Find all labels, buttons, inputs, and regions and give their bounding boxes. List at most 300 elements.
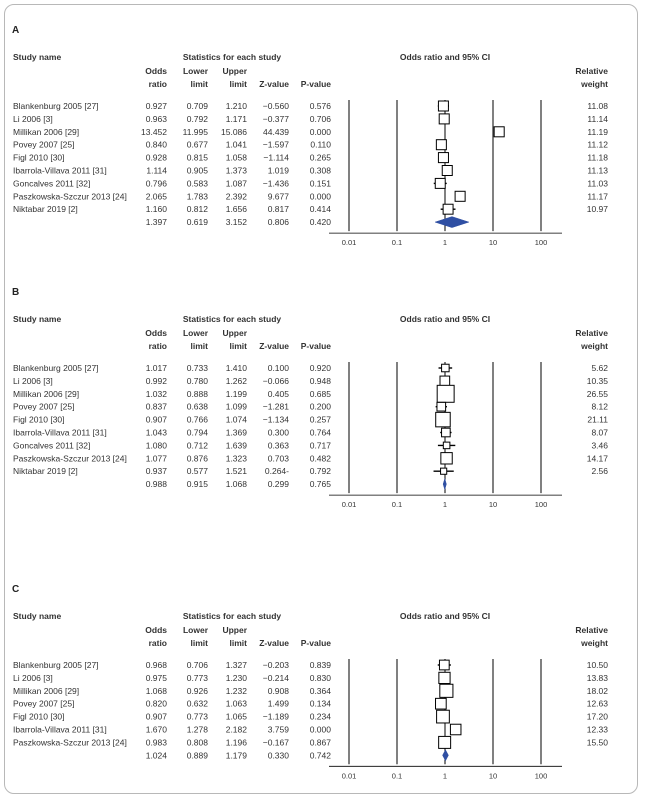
- lower-limit-value: 0.577: [186, 466, 208, 477]
- odds-ratio-value: 0.907: [145, 414, 167, 425]
- header-study-name: Study name: [13, 314, 62, 324]
- header-upper: Upper: [222, 66, 247, 76]
- header-lower-limit: limit: [190, 341, 208, 351]
- lower-limit-value: 0.808: [186, 737, 208, 748]
- effect-box: [443, 442, 450, 449]
- summary-z-value: 0.299: [267, 479, 289, 490]
- summary-diamond: [443, 750, 449, 761]
- relative-weight-value: 15.50: [586, 737, 608, 748]
- relative-weight-value: 11.12: [587, 139, 608, 150]
- header-odds: Odds: [145, 66, 167, 76]
- p-value: 0.764: [309, 427, 331, 438]
- summary-lower-limit: 0.619: [186, 217, 208, 228]
- x-tick-label: 0.01: [341, 771, 357, 781]
- lower-limit-value: 1.783: [186, 191, 208, 202]
- summary-lower-limit: 0.915: [186, 479, 208, 490]
- odds-ratio-value: 0.837: [145, 401, 167, 412]
- relative-weight-value: 11.17: [587, 191, 608, 202]
- upper-limit-value: 2.392: [225, 191, 247, 202]
- upper-limit-value: 1.521: [225, 466, 247, 477]
- x-tick-label: 100: [534, 771, 548, 781]
- relative-weight-value: 12.33: [586, 724, 608, 735]
- z-value: 1.019: [267, 165, 289, 176]
- upper-limit-value: 1.196: [225, 737, 247, 748]
- odds-ratio-value: 0.928: [145, 152, 167, 163]
- lower-limit-value: 0.709: [186, 101, 208, 111]
- lower-limit-value: 0.888: [186, 388, 208, 399]
- effect-box: [439, 736, 451, 748]
- effect-box: [440, 684, 453, 697]
- effect-box: [442, 364, 450, 372]
- study-name: Figl 2010 [30]: [13, 414, 65, 425]
- study-name: Niktabar 2019 [2]: [13, 466, 78, 477]
- z-value: 0.100: [267, 363, 289, 373]
- effect-box: [443, 204, 453, 214]
- lower-limit-value: 0.926: [186, 685, 208, 696]
- header-weight: weight: [581, 341, 608, 351]
- study-name: Figl 2010 [30]: [13, 711, 65, 722]
- relative-weight-value: 12.63: [586, 698, 608, 709]
- relative-weight-value: 26.55: [586, 388, 608, 399]
- summary-upper-limit: 3.152: [225, 217, 247, 228]
- summary-upper-limit: 1.179: [225, 750, 247, 761]
- upper-limit-value: 1.041: [225, 139, 247, 150]
- effect-box: [442, 165, 452, 175]
- odds-ratio-value: 1.080: [145, 440, 167, 451]
- effect-box: [440, 376, 450, 386]
- header-lower: Lower: [182, 625, 208, 635]
- relative-weight-value: 2.56: [591, 466, 608, 477]
- summary-p-value: 0.742: [309, 750, 331, 761]
- summary-p-value: 0.420: [309, 217, 331, 228]
- header-lower: Lower: [182, 66, 208, 76]
- p-value: 0.110: [310, 139, 331, 150]
- relative-weight-value: 11.13: [587, 165, 608, 176]
- table-row: [13, 140, 608, 150]
- header-upper-limit: limit: [229, 79, 247, 89]
- summary-diamond: [435, 217, 469, 228]
- header-upper: Upper: [222, 328, 247, 338]
- summary-odds-ratio: 0.988: [145, 479, 167, 490]
- table-row: [13, 710, 608, 723]
- study-name: Niktabar 2019 [2]: [13, 204, 78, 215]
- x-tick-label: 0.1: [391, 500, 403, 510]
- odds-ratio-value: 0.963: [145, 113, 167, 124]
- header-odds-ratio-ci: Odds ratio and 95% CI: [399, 611, 491, 621]
- upper-limit-value: 1.327: [225, 660, 247, 670]
- relative-weight-value: 18.02: [586, 685, 608, 696]
- odds-ratio-value: 0.937: [145, 466, 167, 477]
- header-lower: Lower: [182, 328, 208, 338]
- relative-weight-value: 5.62: [591, 363, 608, 373]
- table-row: [13, 363, 608, 373]
- header-upper-limit: limit: [229, 341, 247, 351]
- upper-limit-value: 1.171: [225, 113, 247, 124]
- header-odds: Odds: [145, 328, 167, 338]
- summary-row: [146, 217, 469, 228]
- p-value: 0.151: [309, 178, 331, 189]
- upper-limit-value: 1.230: [225, 672, 247, 683]
- relative-weight-value: 11.14: [587, 113, 608, 124]
- p-value: 0.265: [309, 152, 331, 163]
- table-row: [13, 165, 608, 175]
- p-value: 0.948: [309, 375, 331, 386]
- p-value: 0.000: [309, 126, 331, 137]
- header-p-value: P-value: [300, 341, 331, 351]
- effect-box: [442, 428, 451, 437]
- odds-ratio-value: 1.114: [146, 165, 167, 176]
- z-value: 0.817: [267, 204, 289, 215]
- upper-limit-value: 1.639: [225, 440, 247, 451]
- x-tick-label: 10: [488, 500, 498, 510]
- header-study-name: Study name: [13, 611, 62, 621]
- p-value: 0.308: [309, 165, 331, 176]
- study-name: Povey 2007 [25]: [13, 698, 75, 709]
- lower-limit-value: 0.876: [186, 453, 208, 464]
- p-value: 0.234: [309, 711, 331, 722]
- header-relative: Relative: [575, 625, 608, 635]
- z-value: −1.597: [262, 139, 289, 150]
- upper-limit-value: 1.063: [225, 698, 247, 709]
- p-value: 0.717: [309, 440, 331, 451]
- study-name: Blankenburg 2005 [27]: [13, 660, 99, 670]
- study-name: Paszkowska-Szczur 2013 [24]: [13, 191, 127, 202]
- odds-ratio-value: 0.983: [145, 737, 167, 748]
- z-value: 3.759: [267, 724, 289, 735]
- lower-limit-value: 0.638: [186, 401, 208, 412]
- table-row: [13, 724, 608, 735]
- odds-ratio-value: 1.032: [145, 388, 167, 399]
- header-upper-limit: limit: [229, 638, 247, 648]
- table-row: [13, 204, 608, 214]
- lower-limit-value: 0.712: [186, 440, 208, 451]
- p-value: 0.706: [309, 113, 331, 124]
- header-statistics: Statistics for each study: [182, 314, 282, 324]
- x-tick-label: 0.01: [341, 500, 357, 510]
- lower-limit-value: 0.792: [186, 113, 208, 124]
- header-statistics: Statistics for each study: [182, 611, 282, 621]
- effect-box: [435, 178, 445, 188]
- study-name: Ibarrola-Villava 2011 [31]: [13, 427, 107, 438]
- study-name: Goncalves 2011 [32]: [13, 178, 91, 189]
- table-row: [13, 440, 608, 450]
- x-tick-label: 100: [534, 500, 548, 510]
- odds-ratio-value: 0.820: [145, 698, 167, 709]
- relative-weight-value: 17.20: [586, 711, 608, 722]
- lower-limit-value: 1.278: [186, 724, 208, 735]
- table-row: [13, 178, 608, 188]
- x-tick-label: 1: [442, 771, 448, 781]
- z-value: 1.499: [267, 698, 289, 709]
- study-name: Goncalves 2011 [32]: [13, 440, 91, 451]
- upper-limit-value: 1.087: [225, 178, 247, 189]
- p-value: 0.134: [309, 698, 331, 709]
- p-value: 0.830: [309, 672, 331, 683]
- effect-box: [437, 402, 446, 411]
- relative-weight-value: 14.17: [586, 453, 608, 464]
- x-tick-label: 1: [442, 500, 448, 510]
- summary-odds-ratio: 1.397: [145, 217, 167, 228]
- relative-weight-value: 11.08: [587, 101, 608, 111]
- relative-weight-value: 11.18: [587, 152, 608, 163]
- header-weight: weight: [581, 79, 608, 89]
- table-row: [13, 672, 608, 683]
- z-value: −0.066: [262, 375, 289, 386]
- z-value: −0.560: [262, 101, 289, 111]
- lower-limit-value: 0.794: [186, 427, 208, 438]
- z-value: −1.114: [263, 152, 289, 163]
- panel-label: A: [12, 25, 20, 36]
- upper-limit-value: 2.182: [225, 724, 247, 735]
- table-row: [13, 736, 608, 748]
- relative-weight-value: 11.03: [587, 178, 608, 189]
- header-p-value: P-value: [300, 638, 331, 648]
- effect-box: [438, 153, 448, 163]
- study-name: Figl 2010 [30]: [13, 152, 65, 163]
- effect-box: [437, 710, 450, 723]
- z-value: 0.300: [267, 427, 289, 438]
- effect-box: [455, 191, 465, 201]
- x-tick-label: 10: [488, 771, 498, 781]
- study-name: Li 2006 [3]: [13, 375, 53, 386]
- header-lower-limit: limit: [190, 79, 208, 89]
- header-lower-limit: limit: [190, 638, 208, 648]
- relative-weight-value: 11.19: [587, 126, 608, 137]
- table-row: [13, 453, 608, 464]
- odds-ratio-value: 0.968: [145, 660, 167, 670]
- effect-box: [439, 672, 450, 683]
- upper-limit-value: 1.373: [225, 165, 247, 176]
- effect-box: [494, 127, 504, 137]
- odds-ratio-value: 0.907: [145, 711, 167, 722]
- odds-ratio-value: 1.068: [145, 685, 167, 696]
- effect-box: [436, 412, 450, 426]
- x-tick-label: 1: [442, 238, 448, 248]
- upper-limit-value: 1.369: [225, 427, 247, 438]
- effect-box: [436, 140, 446, 150]
- header-odds: Odds: [145, 625, 167, 635]
- upper-limit-value: 1.323: [225, 453, 247, 464]
- effect-box: [441, 468, 447, 474]
- upper-limit-value: 15.086: [221, 126, 247, 137]
- effect-box: [441, 453, 452, 464]
- table-row: [13, 660, 608, 670]
- relative-weight-value: 10.97: [586, 204, 608, 215]
- header-p-value: P-value: [300, 79, 331, 89]
- upper-limit-value: 1.074: [225, 414, 247, 425]
- odds-ratio-value: 1.017: [145, 363, 167, 373]
- study-name: Ibarrola-Villava 2011 [31]: [13, 724, 107, 735]
- odds-ratio-value: 1.670: [145, 724, 167, 735]
- table-row: [13, 101, 608, 111]
- p-value: 0.576: [309, 101, 331, 111]
- table-row: [13, 191, 608, 201]
- upper-limit-value: 1.065: [225, 711, 247, 722]
- header-statistics: Statistics for each study: [182, 52, 282, 62]
- table-row: [13, 428, 608, 438]
- z-value: 0.908: [267, 685, 289, 696]
- summary-z-value: 0.330: [267, 750, 289, 761]
- p-value: 0.000: [309, 191, 331, 202]
- header-ratio: ratio: [148, 638, 167, 648]
- lower-limit-value: 0.812: [186, 204, 208, 215]
- z-value: −1.436: [262, 178, 289, 189]
- header-z-value: Z-value: [259, 638, 289, 648]
- header-z-value: Z-value: [259, 341, 289, 351]
- table-row: [13, 698, 608, 709]
- x-tick-label: 10: [488, 238, 498, 248]
- odds-ratio-value: 13.452: [141, 126, 167, 137]
- z-value: 9.677: [267, 191, 289, 202]
- study-name: Millikan 2006 [29]: [13, 685, 80, 696]
- summary-row: [146, 479, 447, 490]
- effect-box: [450, 724, 461, 735]
- odds-ratio-value: 0.927: [145, 101, 167, 111]
- study-name: Paszkowska-Szczur 2013 [24]: [13, 737, 127, 748]
- lower-limit-value: 0.733: [186, 363, 208, 373]
- panel-label: B: [12, 287, 20, 298]
- p-value: 0.257: [309, 414, 331, 425]
- lower-limit-value: 0.815: [186, 152, 208, 163]
- odds-ratio-value: 0.796: [145, 178, 167, 189]
- header-weight: weight: [581, 638, 608, 648]
- odds-ratio-value: 1.160: [145, 204, 167, 215]
- relative-weight-value: 3.46: [591, 440, 608, 451]
- header-study-name: Study name: [13, 52, 62, 62]
- lower-limit-value: 0.766: [186, 414, 208, 425]
- summary-row: [146, 750, 449, 761]
- p-value: 0.482: [309, 453, 331, 464]
- z-value: 0.703: [267, 453, 289, 464]
- z-value: −0.377: [262, 113, 289, 124]
- table-row: [13, 684, 608, 697]
- p-value: 0.414: [309, 204, 331, 215]
- header-odds-ratio-ci: Odds ratio and 95% CI: [399, 314, 491, 324]
- lower-limit-value: 0.677: [186, 139, 208, 150]
- relative-weight-value: 10.35: [586, 375, 608, 386]
- relative-weight-value: 13.83: [586, 672, 608, 683]
- header-odds-ratio-ci: Odds ratio and 95% CI: [399, 52, 491, 62]
- p-value: 0.364: [309, 685, 331, 696]
- p-value: 0.000: [309, 724, 331, 735]
- upper-limit-value: 1.262: [225, 375, 247, 386]
- lower-limit-value: 0.706: [186, 660, 208, 670]
- x-tick-label: 0.01: [341, 238, 357, 248]
- summary-lower-limit: 0.889: [186, 750, 208, 761]
- table-row: [13, 466, 608, 476]
- upper-limit-value: 1.199: [225, 388, 247, 399]
- upper-limit-value: 1.058: [225, 152, 247, 163]
- table-row: [13, 385, 608, 402]
- upper-limit-value: 1.410: [225, 363, 247, 373]
- effect-box: [439, 660, 449, 670]
- lower-limit-value: 0.632: [186, 698, 208, 709]
- odds-ratio-value: 2.065: [145, 191, 167, 202]
- z-value: 0.264-: [264, 466, 289, 477]
- z-value: 0.363: [267, 440, 289, 451]
- header-ratio: ratio: [148, 341, 167, 351]
- study-name: Povey 2007 [25]: [13, 139, 75, 150]
- p-value: 0.792: [309, 466, 331, 477]
- p-value: 0.685: [309, 388, 331, 399]
- z-value: −1.134: [262, 414, 289, 425]
- study-name: Millikan 2006 [29]: [13, 388, 80, 399]
- p-value: 0.867: [309, 737, 331, 748]
- effect-box: [437, 385, 454, 402]
- z-value: 44.439: [263, 126, 289, 137]
- forest-panel-a: [12, 25, 608, 247]
- z-value: −0.203: [262, 660, 289, 670]
- effect-box: [436, 698, 447, 709]
- p-value: 0.839: [309, 660, 331, 670]
- summary-diamond: [443, 479, 446, 490]
- header-upper: Upper: [222, 625, 247, 635]
- panel-label: C: [12, 584, 20, 595]
- table-row: [13, 114, 608, 124]
- relative-weight-value: 21.11: [587, 414, 608, 425]
- odds-ratio-value: 1.077: [145, 453, 167, 464]
- lower-limit-value: 0.773: [186, 672, 208, 683]
- effect-box: [438, 101, 448, 111]
- x-tick-label: 100: [534, 238, 548, 248]
- table-row: [13, 127, 608, 137]
- upper-limit-value: 1.099: [225, 401, 247, 412]
- odds-ratio-value: 0.975: [145, 672, 167, 683]
- summary-p-value: 0.765: [309, 479, 331, 490]
- effect-box: [439, 114, 449, 124]
- forest-panel-b: [12, 287, 608, 509]
- table-row: [13, 376, 608, 386]
- x-tick-label: 0.1: [391, 238, 403, 248]
- forest-panel-c: [12, 584, 608, 780]
- x-tick-label: 0.1: [391, 771, 403, 781]
- z-value: −1.281: [262, 401, 289, 412]
- study-name: Paszkowska-Szczur 2013 [24]: [13, 453, 127, 464]
- header-relative: Relative: [575, 66, 608, 76]
- header-relative: Relative: [575, 328, 608, 338]
- header-ratio: ratio: [148, 79, 167, 89]
- z-value: −0.167: [262, 737, 289, 748]
- relative-weight-value: 8.12: [591, 401, 608, 412]
- header-z-value: Z-value: [259, 79, 289, 89]
- lower-limit-value: 0.780: [186, 375, 208, 386]
- upper-limit-value: 1.232: [225, 685, 247, 696]
- summary-z-value: 0.806: [267, 217, 289, 228]
- z-value: −1.189: [262, 711, 289, 722]
- lower-limit-value: 0.905: [186, 165, 208, 176]
- study-name: Li 2006 [3]: [13, 672, 53, 683]
- relative-weight-value: 10.50: [586, 660, 608, 670]
- summary-upper-limit: 1.068: [225, 479, 247, 490]
- study-name: Blankenburg 2005 [27]: [13, 363, 99, 373]
- table-row: [13, 412, 608, 426]
- study-name: Millikan 2006 [29]: [13, 126, 80, 137]
- p-value: 0.200: [309, 401, 331, 412]
- relative-weight-value: 8.07: [591, 427, 608, 438]
- study-name: Li 2006 [3]: [13, 113, 53, 124]
- study-name: Povey 2007 [25]: [13, 401, 75, 412]
- upper-limit-value: 1.656: [225, 204, 247, 215]
- lower-limit-value: 11.995: [182, 126, 208, 137]
- lower-limit-value: 0.773: [186, 711, 208, 722]
- lower-limit-value: 0.583: [186, 178, 208, 189]
- summary-odds-ratio: 1.024: [145, 750, 167, 761]
- upper-limit-value: 1.210: [225, 101, 247, 111]
- z-value: −0.214: [262, 672, 289, 683]
- z-value: 0.405: [267, 388, 289, 399]
- table-row: [13, 153, 608, 163]
- study-name: Ibarrola-Villava 2011 [31]: [13, 165, 107, 176]
